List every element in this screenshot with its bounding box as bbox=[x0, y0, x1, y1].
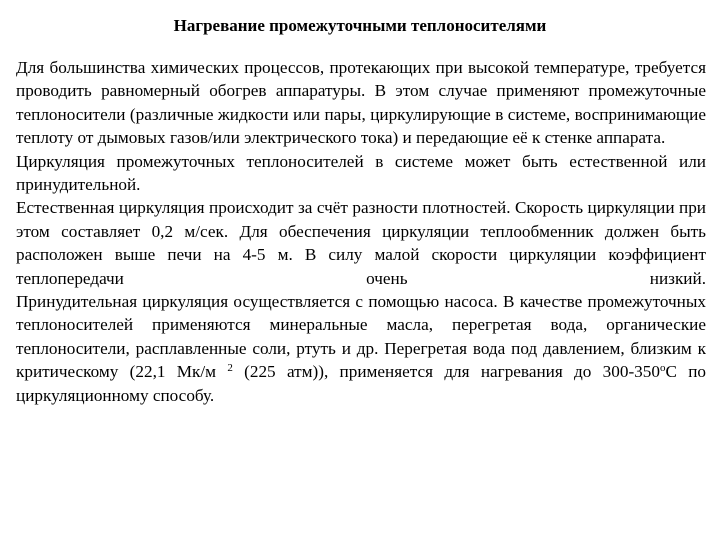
square-superscript: 2 bbox=[227, 362, 233, 375]
paragraph-natural-circulation: Естественная циркуляция происходит за счёт разности плотностей. Скорость циркуляции при этом составляет 0,2 м/сек. Для обеспечения циркуляции теплообменник должен быть расположен выше печи на 4-5 м. В силу малой скорости циркуляции коэффициент теплопередачи очень низкий. bbox=[16, 198, 706, 288]
forced-circulation-text-1: Принудительная циркуляция осуществляется с помощью насоса. В качестве промежуточных теплоносителей применяются минеральные масла, перегретая вода, органические теплоносители, расплавленные соли, ртуть и др. Перегретая вода под давлением, близким к критическому (22,1 Мк/м bbox=[16, 292, 706, 382]
paragraph-intro: Для большинства химических процессов, протекающих при высокой температуре, требуется проводить равномерный обогрев аппаратуры. В этом случае применяют промежуточные теплоносители (различные жидкости или пары, циркулирующие в системе, воспринимающие теплоту от дымовых газов/или электрического тока) и передающие её к стенке аппарата. bbox=[16, 58, 706, 148]
degree-superscript: о bbox=[659, 362, 666, 375]
paragraph-circulation-types: Циркуляция промежуточных теплоносителей в системе может быть естественной или принудительной. bbox=[16, 151, 706, 195]
slide-title: Нагревание промежуточными теплоносителями bbox=[173, 16, 547, 35]
paragraph-forced-circulation bbox=[16, 290, 706, 407]
body-text bbox=[16, 56, 706, 407]
forced-circulation-text-2: (225 атм)), применяется для нагревания до 300-350 bbox=[232, 362, 660, 382]
forced-circulation-text-3: С по циркуляционному способу. bbox=[16, 362, 706, 405]
